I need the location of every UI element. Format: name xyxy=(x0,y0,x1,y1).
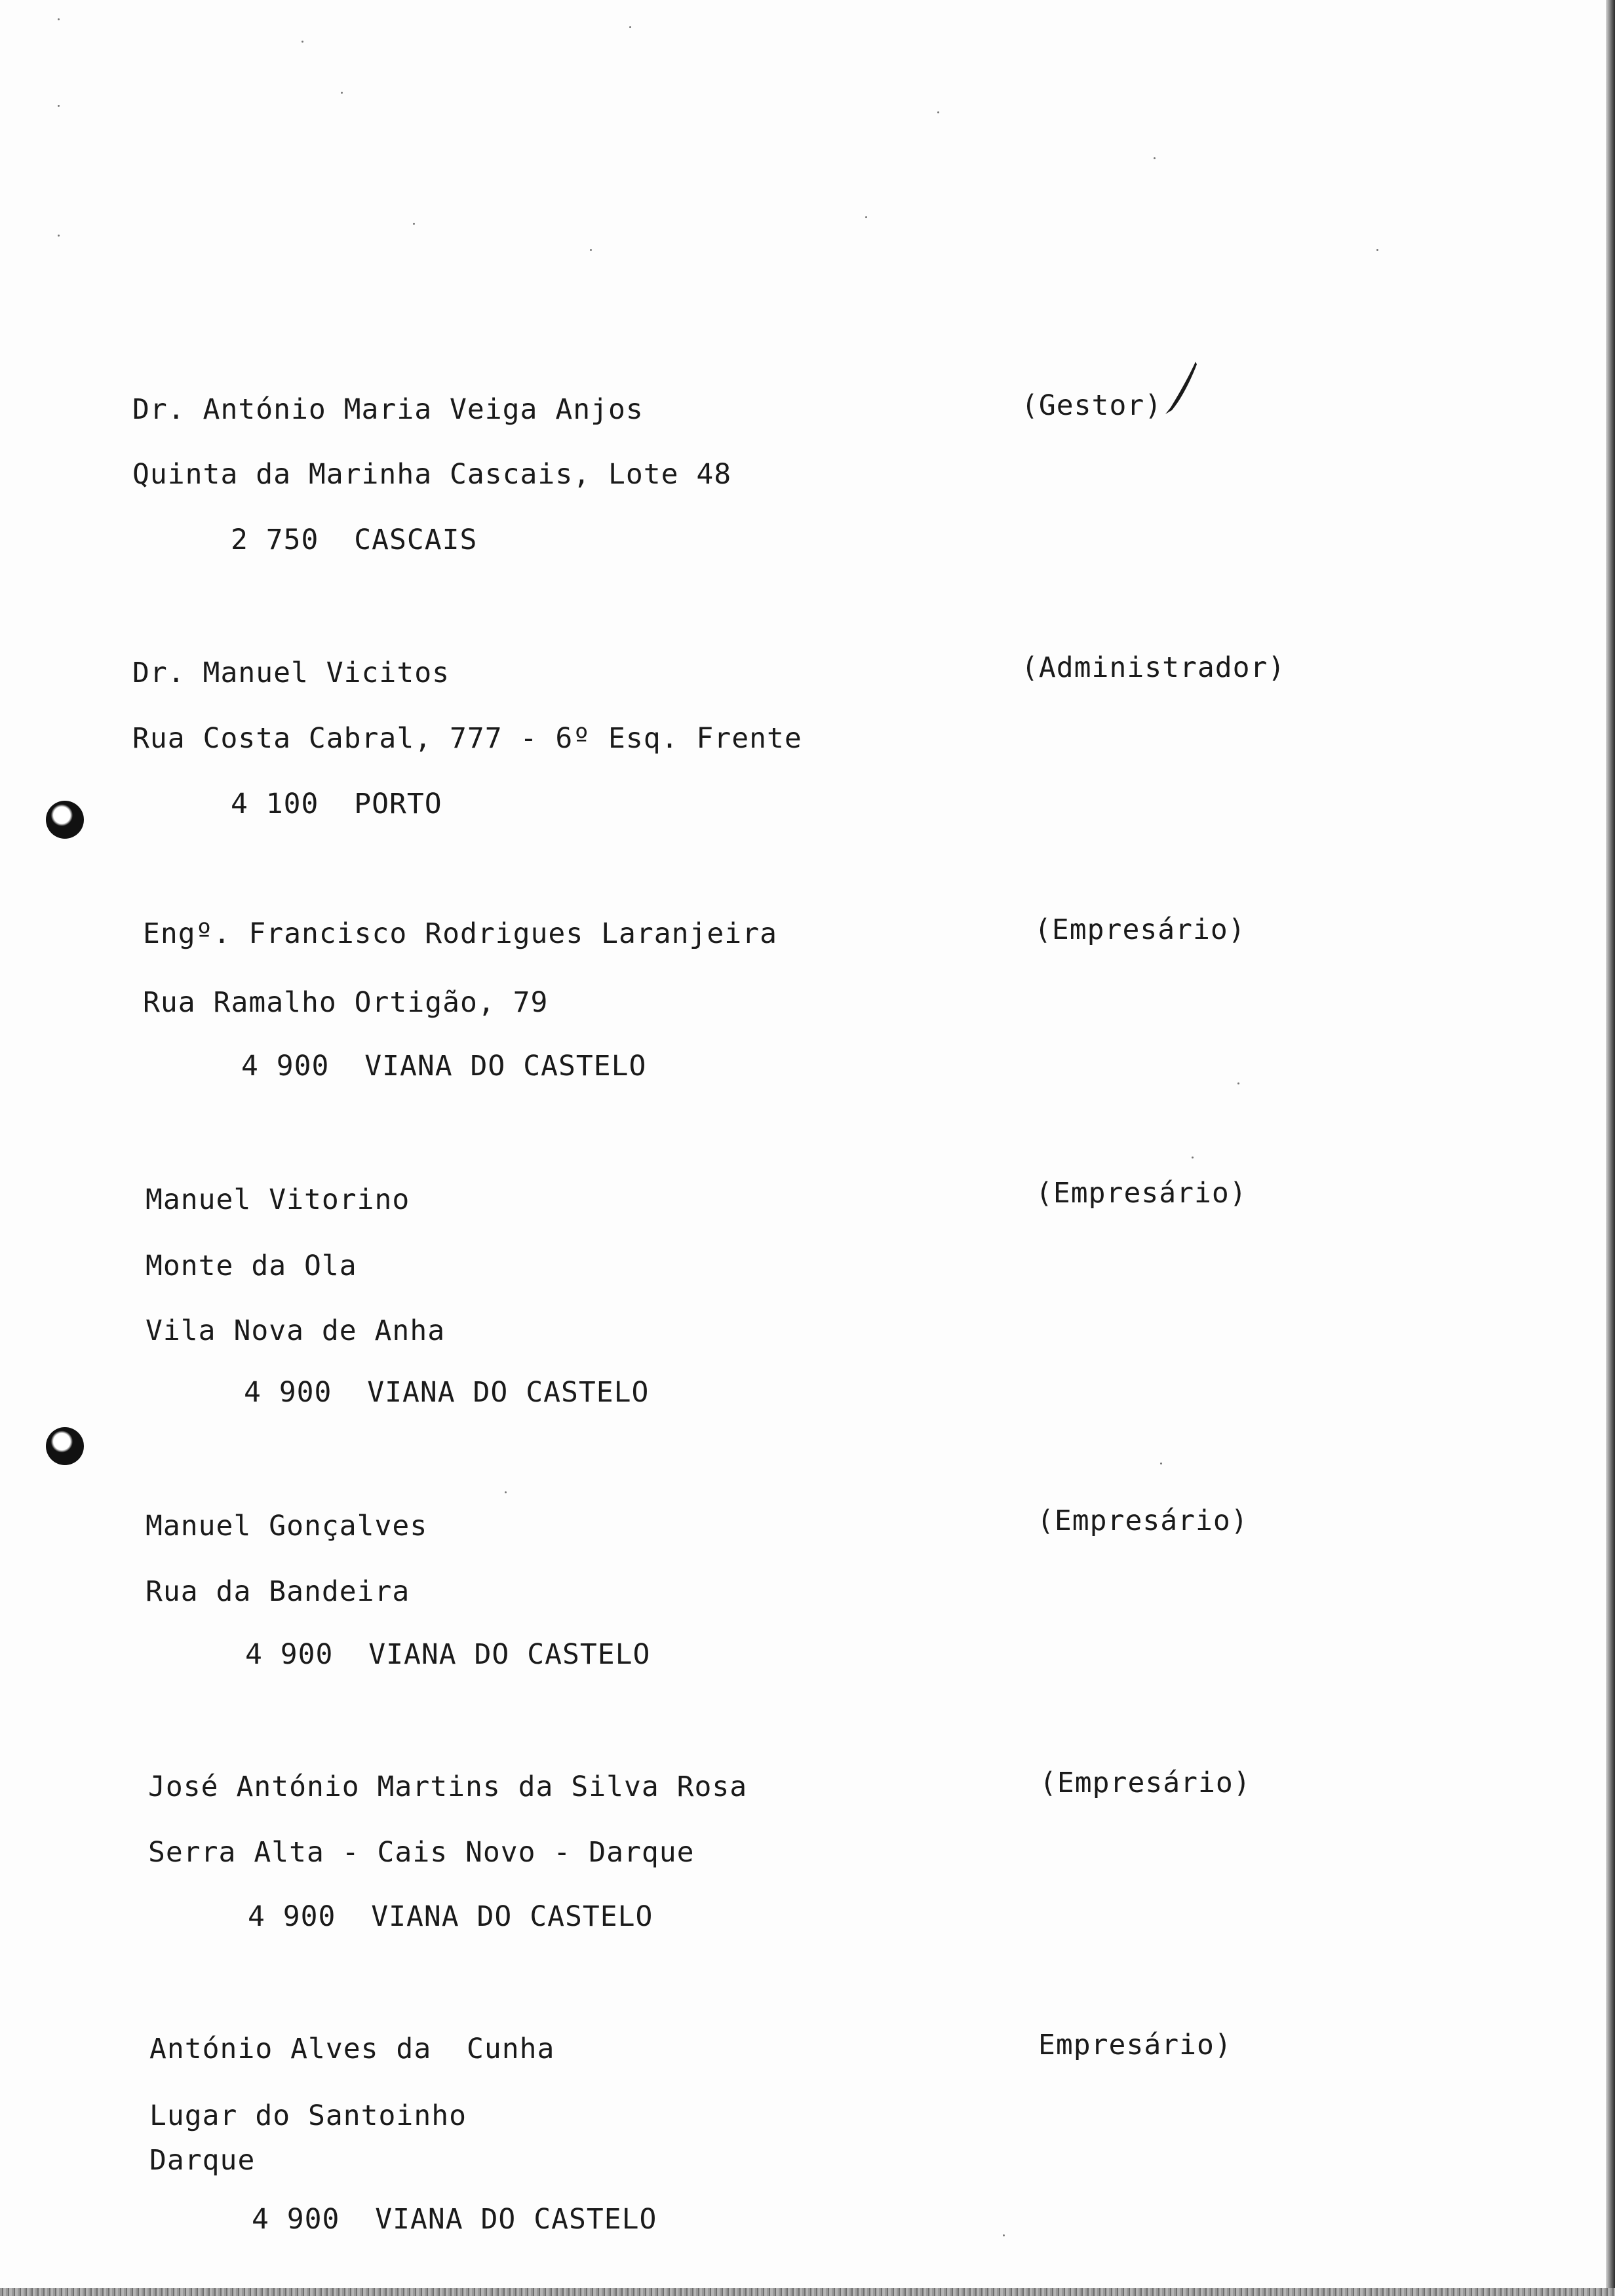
scan-speck xyxy=(505,1491,507,1493)
scan-speck xyxy=(1192,1157,1194,1158)
scan-speck xyxy=(58,18,60,20)
scan-speck xyxy=(58,235,60,237)
entry-address-line: Rua da Bandeira xyxy=(146,1575,410,1608)
entry-role: (Empresário) xyxy=(1034,913,1246,946)
entry-address-line: Rua Ramalho Ortigão, 79 xyxy=(143,986,549,1019)
punch-hole-top xyxy=(46,801,84,839)
entry-role: (Empresário) xyxy=(1040,1767,1251,1799)
entry-name: Dr. Manuel Vicitos xyxy=(132,657,450,689)
entry-postal: 4 900 VIANA DO CASTELO xyxy=(252,2203,657,2236)
entry-role: (Empresário) xyxy=(1037,1504,1249,1537)
entry-postal: 4 900 VIANA DO CASTELO xyxy=(245,1638,651,1671)
scan-right-edge xyxy=(1606,0,1615,2296)
scan-speck xyxy=(1154,157,1156,159)
scan-speck xyxy=(590,249,592,251)
scan-speck xyxy=(341,92,343,94)
entry-postal: 2 750 CASCAIS xyxy=(231,524,478,556)
entry-address-line: Quinta da Marinha Cascais, Lote 48 xyxy=(132,458,732,491)
handwritten-check-mark xyxy=(1161,359,1201,418)
entry-name: António Alves da Cunha xyxy=(149,2033,555,2065)
scan-speck xyxy=(1237,1082,1239,1084)
entry-postal: 4 900 VIANA DO CASTELO xyxy=(248,1900,653,1933)
entry-role: (Empresário) xyxy=(1036,1177,1247,1210)
entry-address-line: Darque xyxy=(149,2144,256,2177)
entry-address-line: Lugar do Santoinho xyxy=(149,2099,467,2132)
entry-role: (Administrador) xyxy=(1021,651,1286,684)
entry-postal: 4 900 VIANA DO CASTELO xyxy=(244,1376,650,1409)
scan-speck xyxy=(865,216,867,218)
entry-role: (Gestor) xyxy=(1021,389,1163,422)
entry-address-line: Serra Alta - Cais Novo - Darque xyxy=(148,1836,695,1869)
entry-name: José António Martins da Silva Rosa xyxy=(148,1770,748,1803)
entry-address-line: Monte da Ola xyxy=(146,1250,357,1282)
entry-postal: 4 900 VIANA DO CASTELO xyxy=(241,1050,647,1082)
scan-speck xyxy=(937,111,939,113)
entry-name: Manuel Vitorino xyxy=(146,1183,410,1216)
punch-hole-bottom xyxy=(46,1427,84,1465)
scan-speck xyxy=(413,223,415,225)
scan-speck xyxy=(1376,249,1378,251)
scan-bottom-edge xyxy=(0,2288,1615,2296)
scan-speck xyxy=(302,41,303,43)
entry-role: Empresário) xyxy=(1038,2029,1232,2061)
entry-address-line: Vila Nova de Anha xyxy=(146,1314,446,1347)
scan-speck xyxy=(58,105,60,107)
entry-name: Engº. Francisco Rodrigues Laranjeira xyxy=(143,917,777,950)
entry-name: Manuel Gonçalves xyxy=(146,1510,428,1542)
scan-speck xyxy=(1003,2234,1005,2236)
entry-name: Dr. António Maria Veiga Anjos xyxy=(132,393,644,426)
entry-address-line: Rua Costa Cabral, 777 - 6º Esq. Frente xyxy=(132,722,802,755)
scan-speck xyxy=(629,26,631,28)
scan-speck xyxy=(1160,1463,1162,1464)
entry-postal: 4 100 PORTO xyxy=(231,788,442,820)
